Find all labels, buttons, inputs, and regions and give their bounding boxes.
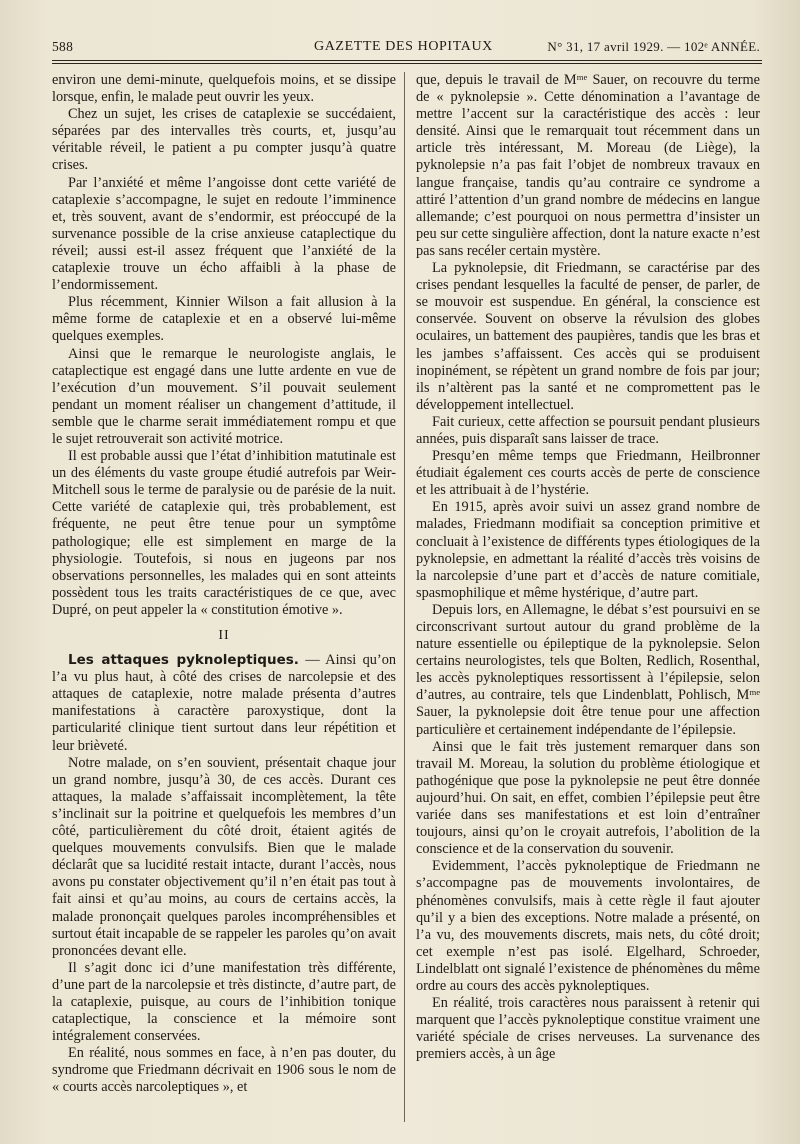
column-divider <box>404 72 405 1122</box>
paragraph: Ainsi que le remarque le neurologiste anglais, le cataplectique est engagé dans une lutte ardente en vue de l’exécution d’un mouvement. S’il pouvait seulement pendant un moment réaliser un changement d’attitude, il semble que le charme serait immédiatement rompu et que le sujet retrouverait son activité motrice. <box>52 345 396 447</box>
section-number: II <box>218 628 230 643</box>
left-column <box>52 72 396 1097</box>
journal-title: GAZETTE DES HOPITAUX <box>314 39 493 54</box>
paragraph: Il est probable aussi que l’état d’inhibition matutinale est un des éléments du vaste groupe étudié autrefois par Weir-Mitchell sous le terme de paralysie ou de parésie de la nuit. Cette variété de cataplexie qui, très probablement, est fréquente, ne peut être tenue pour un symptôme pathologique; elle est simplement en marge de la physiologie. Toutefois, si nous en jugeons par nos observations personnelles, les malades qui en sont atteints possèdent tous les traits caractéristiques de ce que, avec Dupré, on peut appeler la « constitution émotive ». <box>52 448 396 618</box>
paragraph: Presqu’en même temps que Friedmann, Heilbronner étudiait également ces courts accès de perte de conscience et les attribuait à de l’hystérie. <box>416 448 760 499</box>
running-header <box>52 36 760 58</box>
section-intro-text: — Ainsi qu’on l’a vu plus haut, à côté des crises de narcolepsie et des attaques de cataplexie, notre malade présenta d’autres manifestations à caractère paroxystique, dont la particularité clinique tient surtout dans leur répétition et leur brièveté. <box>52 652 396 754</box>
paragraph: Fait curieux, cette affection se poursuit pendant plusieurs années, puis disparaît sans laisser de trace. <box>416 413 760 447</box>
paragraph: Depuis lors, en Allemagne, le débat s’est poursuivi en se circonscrivant surtout autour du grand problème de la nature essentielle ou épileptique de la pyknolepsie. Selon certains neurologistes, tels que Bolten, Redlich, Rosenthal, les accès pyknoleptiques ressortissent à l’épilepsie, selon d’autres, au contraire, tels que Lindenblatt, Pohlisch, Mᵐᵉ Sauer, la pyknolepsie doit être tenue pour une affection particulière et certainement indépendante de l’épilepsie. <box>416 601 760 738</box>
page-number: 588 <box>52 39 74 54</box>
section-paragraph <box>52 652 396 755</box>
paragraph: La pyknolepsie, dit Friedmann, se caractérise par des crises pendant lesquelles la faculté de penser, de parler, de se mouvoir est suspendue. En général, la conscience est conservée. Souvent on observe la révulsion des globes oculaires, un battement des paupières, tandis que les bras et les jambes s’affaissent. Ces accès qui se produisent inopinément, se répètent un grand nombre de fois par jour; ils n’altèrent pas la santé et ne compromettent pas le développement intellectuel. <box>416 260 760 413</box>
paragraph: En réalité, nous sommes en face, à n’en pas douter, du syndrome que Friedmann décrivait en 1906 sous le nom de « courts accès narcoleptiques », et <box>52 1045 396 1096</box>
paragraph: que, depuis le travail de Mᵐᵉ Sauer, on recouvre du terme de « pyknolepsie ». Cette dénomination a l’avantage de mettre l’accent sur la caractéristique des accès : leur densité. Ainsi que le remarquait tout récemment dans un article très intéressant, M. Moreau (de Liège), la pyknolepsie n’a pas fait l’objet de nombreux travaux en langue française, tandis qu’au contraire ce syndrome a attiré l’attention d’un grand nombre de médecins en langue allemande; c’est pourquoi on nous permettra d’insister un peu sur cette singulière affection, dont la nature exacte n’est pas sans recéler certain mystère. <box>416 72 760 259</box>
paragraph: Ainsi que le fait très justement remarquer dans son travail M. Moreau, la solution du problème étiologique et pathogénique que pose la pyknolepsie ne peut être donnée aujourd’hui. On sait, en effet, combien l’épilepsie peut être variée dans ses manifestations et est loin d’entraîner toujours, ainsi qu’on le croyait autrefois, l’abolition de la conscience et de la conservation du souvenir. <box>416 738 760 858</box>
paragraph: Plus récemment, Kinnier Wilson a fait allusion à la même forme de cataplexie et en a observé lui-même quelques exemples. <box>52 294 396 345</box>
issue-info: N° 31, 17 avril 1929. — 102ᵉ ANNÉE. <box>547 39 760 54</box>
paragraph: En 1915, après avoir suivi un assez grand nombre de malades, Friedmann modifiait sa conception primitive et concluait à l’existence de différents types étiologiques de la pyknolepsie, en admettant la réalité d’accès très voisins de la narcolepsie d’une part et d’accès de nature comitiale, spasmophilique et même hystérique, d’autre part. <box>416 499 760 601</box>
paragraph: Chez un sujet, les crises de cataplexie se succédaient, séparées par des intervalles très courts, et, jusqu’au véritable réveil, le patient a pu compter jusqu’à quatre crises. <box>52 106 396 174</box>
paragraph: En réalité, trois caractères nous paraissent à retenir qui marquent que l’accès pyknoleptique constitue vraiment une variété spéciale de crises nerveuses. La survenance des premiers accès, à un âge <box>416 995 760 1063</box>
paragraph: Il s’agit donc ici d’une manifestation très différente, d’une part de la narcolepsie et très distincte, d’autre part, de la cataplexie, puisque, au cours de l’inhibition tonique cataplectique, la conscience et la mémoire sont intégralement conservées. <box>52 959 396 1045</box>
paragraph: environ une demi-minute, quelquefois moins, et se dissipe lorsque, enfin, le malade peut ouvrir les yeux. <box>52 72 396 106</box>
paragraph: Evidemment, l’accès pyknoleptique de Friedmann ne s’accompagne pas de mouvements involontaires, de phénomènes convulsifs, mais à cette règle il faut ajouter qu’il y a bien des exceptions. Notre malade a présenté, on l’a vu, des mouvements discrets, mais nets, du côté droit; cet exemple n’est pas isolé. Elgelhard, Schroeder, Lindelblatt ont signalé l’existence de phénomènes du même ordre au cours des accès pyknoleptiques. <box>416 858 760 994</box>
section-heading: Les attaques pyknoleptiques. <box>68 652 299 669</box>
header-rule-top <box>52 60 762 61</box>
paragraph: Notre malade, on s’en souvient, présentait chaque jour un grand nombre, jusqu’à 30, de ces accès. Durant ces attaques, la malade s’affaissait incomplètement, la tête s’inclinait sur la poitrine et quelquefois les membres d’un côté, particulièrement du côté droit, étaient agités de quelques mouvements convulsifs. Bien que le malade déclarât que sa lucidité restait intacte, durant l’accès, nous avons pu constater objectivement qu’il n’en était pas tout à fait ainsi et qu’au moins, au cours de certains accès, la malade prononçait quelques paroles incompréhensibles et surtout était incapable de se rappeler les paroles qu’on avait prononcées devant elle. <box>52 754 396 959</box>
header-rule-bottom <box>52 63 762 64</box>
paragraph: Par l’anxiété et même l’angoisse dont cette variété de cataplexie s’accompagne, le sujet en redoute l’imminence et, très souvent, avant de s’endormir, est préoccupé de la survenance possible de la crise anxieuse cataplectique du réveil; aussi est-il assez fréquent que l’anxiété de la cataplexie trouve un écho affaibli à la phase de l’endormissement. <box>52 174 396 294</box>
right-column <box>416 72 760 1063</box>
